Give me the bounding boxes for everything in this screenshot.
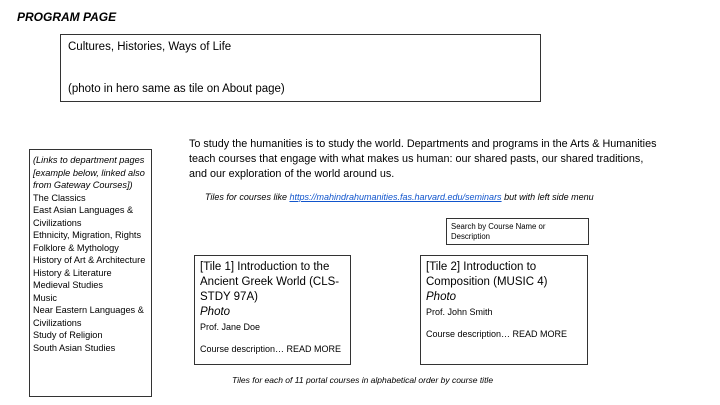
sidebar-item-music[interactable]: Music [33, 292, 57, 303]
footer-note: Tiles for each of 11 portal courses in alphabetical order by course title [232, 375, 494, 385]
tile-title: [Tile 1] Introduction to the Ancient Greek World (CLS-STDY 97A) [200, 261, 340, 303]
tile-title: [Tile 2] Introduction to Composition (MUSIC 4) [426, 261, 548, 288]
tile-professor: Prof. Jane Doe [200, 322, 261, 332]
page-label: PROGRAM PAGE [17, 10, 117, 24]
sidebar-item-history-literature[interactable]: History & Literature [33, 267, 112, 278]
course-tile-2[interactable] [420, 255, 588, 365]
seminars-link[interactable]: https://mahindrahumanities.fas.harvard.edu/seminars [289, 192, 502, 202]
sidebar-note: (Links to department pages [example below, linked also from Gateway Courses]) [33, 155, 145, 190]
hero-photo-note: (photo in hero same as tile on About page) [68, 83, 285, 95]
sidebar-item-folklore[interactable]: Folklore & Mythology [33, 242, 119, 253]
sidebar-item-medieval[interactable]: Medieval Studies [33, 280, 103, 290]
tiles-note-prefix: Tiles for courses like [205, 192, 290, 202]
hero-title: Cultures, Histories, Ways of Life [68, 41, 232, 53]
sidebar-item-east-asian[interactable]: East Asian Languages & Civilizations [33, 205, 134, 228]
sidebar-item-religion[interactable]: Study of Religion [33, 330, 103, 340]
course-tile-1[interactable] [194, 255, 351, 365]
sidebar-item-history-of-art[interactable]: History of Art & Architecture [33, 255, 146, 265]
sidebar-item-south-asian[interactable]: South Asian Studies [33, 342, 116, 353]
tile-professor: Prof. John Smith [426, 307, 493, 317]
tile-read-more[interactable]: Course description… READ MORE [426, 329, 568, 339]
intro-text: To study the humanities is to study the world. Departments and programs in the Arts & Humanities teach courses that engage with what makes us human: our shared pasts, our shared traditions, and our exploration of the world around us. [189, 138, 657, 180]
tiles-note [205, 191, 600, 203]
tile-read-more[interactable]: Course description… READ MORE [200, 344, 342, 354]
tile-photo-placeholder: Photo [200, 306, 231, 318]
sidebar-menu [29, 149, 152, 397]
tiles-note-suffix: but with left side menu [501, 192, 594, 202]
sidebar-item-near-eastern[interactable]: Near Eastern Languages & Civilizations [33, 305, 144, 328]
sidebar-item-classics[interactable]: The Classics [33, 192, 86, 203]
tile-photo-placeholder: Photo [426, 291, 457, 303]
sidebar-item-ethnicity[interactable]: Ethnicity, Migration, Rights [33, 230, 142, 240]
search-input[interactable]: Search by Course Name or Description [446, 218, 589, 245]
hero-box [60, 34, 541, 102]
